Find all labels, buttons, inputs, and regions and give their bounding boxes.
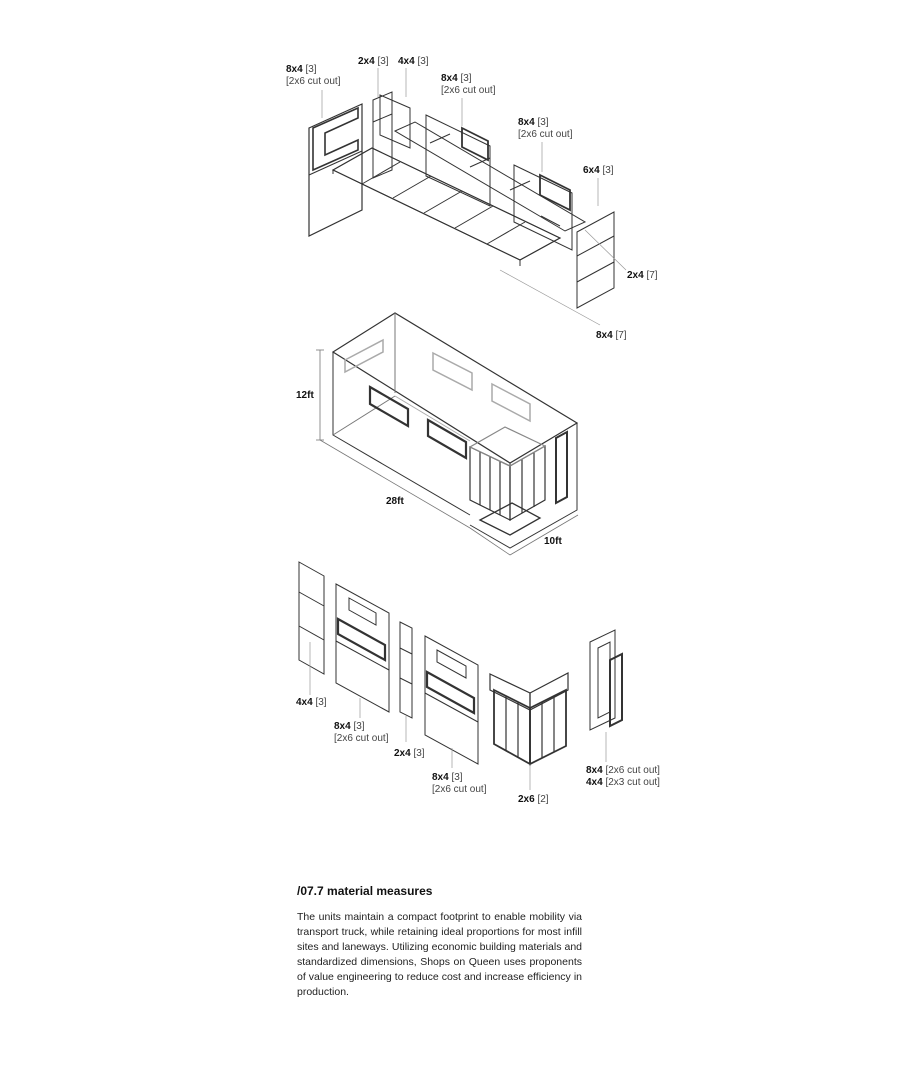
label-top-2x4: 2x4 [3] [358, 56, 389, 67]
panel-right-end [541, 212, 614, 308]
label-top-4x4: 4x4 [3] [398, 56, 429, 67]
panel-2x4-strip [400, 622, 412, 742]
label-top-8x4-left: 8x4 [3] [2x6 cut out] [286, 64, 341, 87]
label-top-8x4-middle-2: 8x4 [3] [2x6 cut out] [518, 117, 573, 140]
label-bottom-4x4: 4x4 [3] [296, 697, 327, 708]
dimension-width: 10ft [544, 536, 562, 547]
label-top-6x4: 6x4 [3] [583, 165, 614, 176]
panel-4x4-stack [299, 562, 324, 695]
panel-2x6-storefront [490, 673, 568, 790]
section-body: The units maintain a compact footprint to enable mobility via transport truck, while retaining ideal proportions for most infill sites and laneways. Utilizing economic building materials and standardized dimensions, Shops on Queen uses proponents of value engineering to reduce cost and increase efficiency in production. [297, 911, 582, 998]
label-top-8x4-middle-1: 8x4 [3] [2x6 cut out] [441, 73, 496, 96]
panel-end-door [590, 630, 622, 762]
panel-8x4-cutout-2 [425, 636, 478, 768]
label-bottom-end-panels: 8x4 [2x6 cut out] 4x4 [2x3 cut out] [586, 765, 660, 788]
dimension-length: 28ft [386, 496, 404, 507]
label-bottom-2x4: 2x4 [3] [394, 748, 425, 759]
bottom-exploded-panels [299, 562, 622, 790]
panel-middle-window-2 [514, 165, 572, 250]
label-bottom-2x6: 2x6 [2] [518, 794, 549, 805]
panel-8x4-cutout-1 [336, 584, 389, 718]
assembled-storefront [470, 427, 545, 535]
label-bottom-8x4-1: 8x4 [3] [2x6 cut out] [334, 721, 389, 744]
label-bottom-8x4-2: 8x4 [3] [2x6 cut out] [432, 772, 487, 795]
assembled-unit [316, 313, 578, 555]
panel-corner-posts [373, 92, 410, 178]
label-top-8x4-roof: 8x4 [7] [596, 330, 627, 341]
panel-left-end [309, 104, 362, 236]
section-title: /07.7 material measures [297, 884, 433, 898]
label-top-2x4-beam: 2x4 [7] [627, 270, 658, 281]
roof-plane [333, 148, 560, 266]
dimension-lines [316, 350, 578, 555]
top-exploded-panels [309, 68, 626, 325]
dimension-height: 12ft [296, 390, 314, 401]
